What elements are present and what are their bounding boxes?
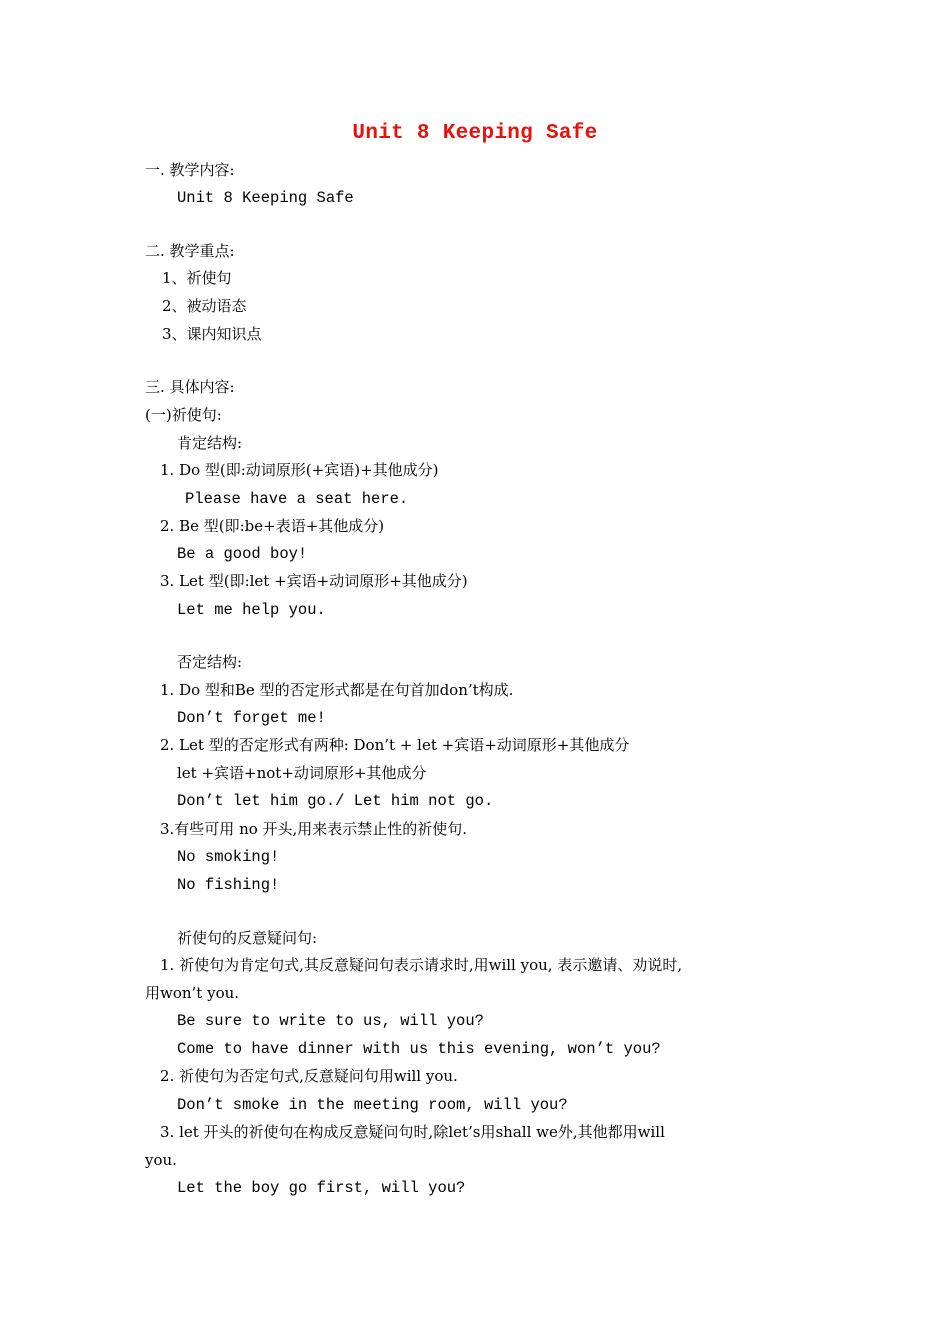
- example-sentence: Let me help you.: [177, 601, 326, 619]
- tag-question-rule-2: 2. 祈使句为否定句式,反意疑问句用will you.: [160, 1067, 458, 1085]
- example-sentence: Please have a seat here.: [185, 490, 409, 508]
- example-sentence: Don’t smoke in the meeting room, will you?: [177, 1096, 568, 1114]
- section-2-heading: 二. 教学重点:: [145, 242, 235, 260]
- negative-structure-heading: 否定结构:: [177, 653, 243, 671]
- positive-structure-heading: 肯定结构:: [177, 434, 243, 452]
- negative-type-1: 1. Do 型和Be 型的否定形式都是在句首加don’t构成.: [160, 681, 514, 699]
- section-2-item: 2、被动语态: [162, 297, 247, 315]
- document-title: Unit 8 Keeping Safe: [352, 122, 598, 145]
- example-sentence: Be a good boy!: [177, 545, 308, 563]
- tag-question-heading: 祈使句的反意疑问句:: [177, 929, 318, 947]
- section-1-content: Unit 8 Keeping Safe: [177, 189, 354, 207]
- positive-type-3: 3. Let 型(即:let +宾语+动词原形+其他成分): [160, 572, 468, 590]
- section-3-heading: 三. 具体内容:: [145, 378, 235, 396]
- example-sentence: No fishing!: [177, 876, 280, 894]
- negative-type-2-alt: let +宾语+not+动词原形+其他成分: [177, 764, 427, 782]
- tag-question-rule-3: 3. let 开头的祈使句在构成反意疑问句时,除let’s用shall we外,其他都用will: [160, 1123, 665, 1141]
- tag-question-rule-3-cont: you.: [145, 1151, 177, 1169]
- section-1-heading: 一. 教学内容:: [145, 161, 235, 179]
- negative-type-2: 2. Let 型的否定形式有两种: Don’t + let +宾语+动词原形+其他成分: [160, 736, 630, 754]
- tag-question-rule-1-cont: 用won’t you.: [145, 984, 240, 1002]
- example-sentence: Don’t forget me!: [177, 709, 326, 727]
- subsection-heading: (一)祈使句:: [145, 406, 222, 424]
- negative-type-3: 3.有些可用 no 开头,用来表示禁止性的祈使句.: [160, 820, 468, 838]
- positive-type-2: 2. Be 型(即:be+表语+其他成分): [160, 517, 385, 535]
- example-sentence: Be sure to write to us, will you?: [177, 1012, 484, 1030]
- section-2-item: 3、课内知识点: [162, 325, 262, 343]
- example-sentence: Don’t let him go./ Let him not go.: [177, 792, 494, 810]
- section-2-item: 1、祈使句: [162, 269, 232, 287]
- example-sentence: Let the boy go first, will you?: [177, 1179, 466, 1197]
- example-sentence: No smoking!: [177, 848, 280, 866]
- positive-type-1: 1. Do 型(即:动词原形(+宾语)+其他成分): [160, 461, 439, 479]
- example-sentence: Come to have dinner with us this evening, won’t you?: [177, 1040, 661, 1058]
- tag-question-rule-1: 1. 祈使句为肯定句式,其反意疑问句表示请求时,用will you, 表示邀请、劝说时,: [160, 956, 683, 974]
